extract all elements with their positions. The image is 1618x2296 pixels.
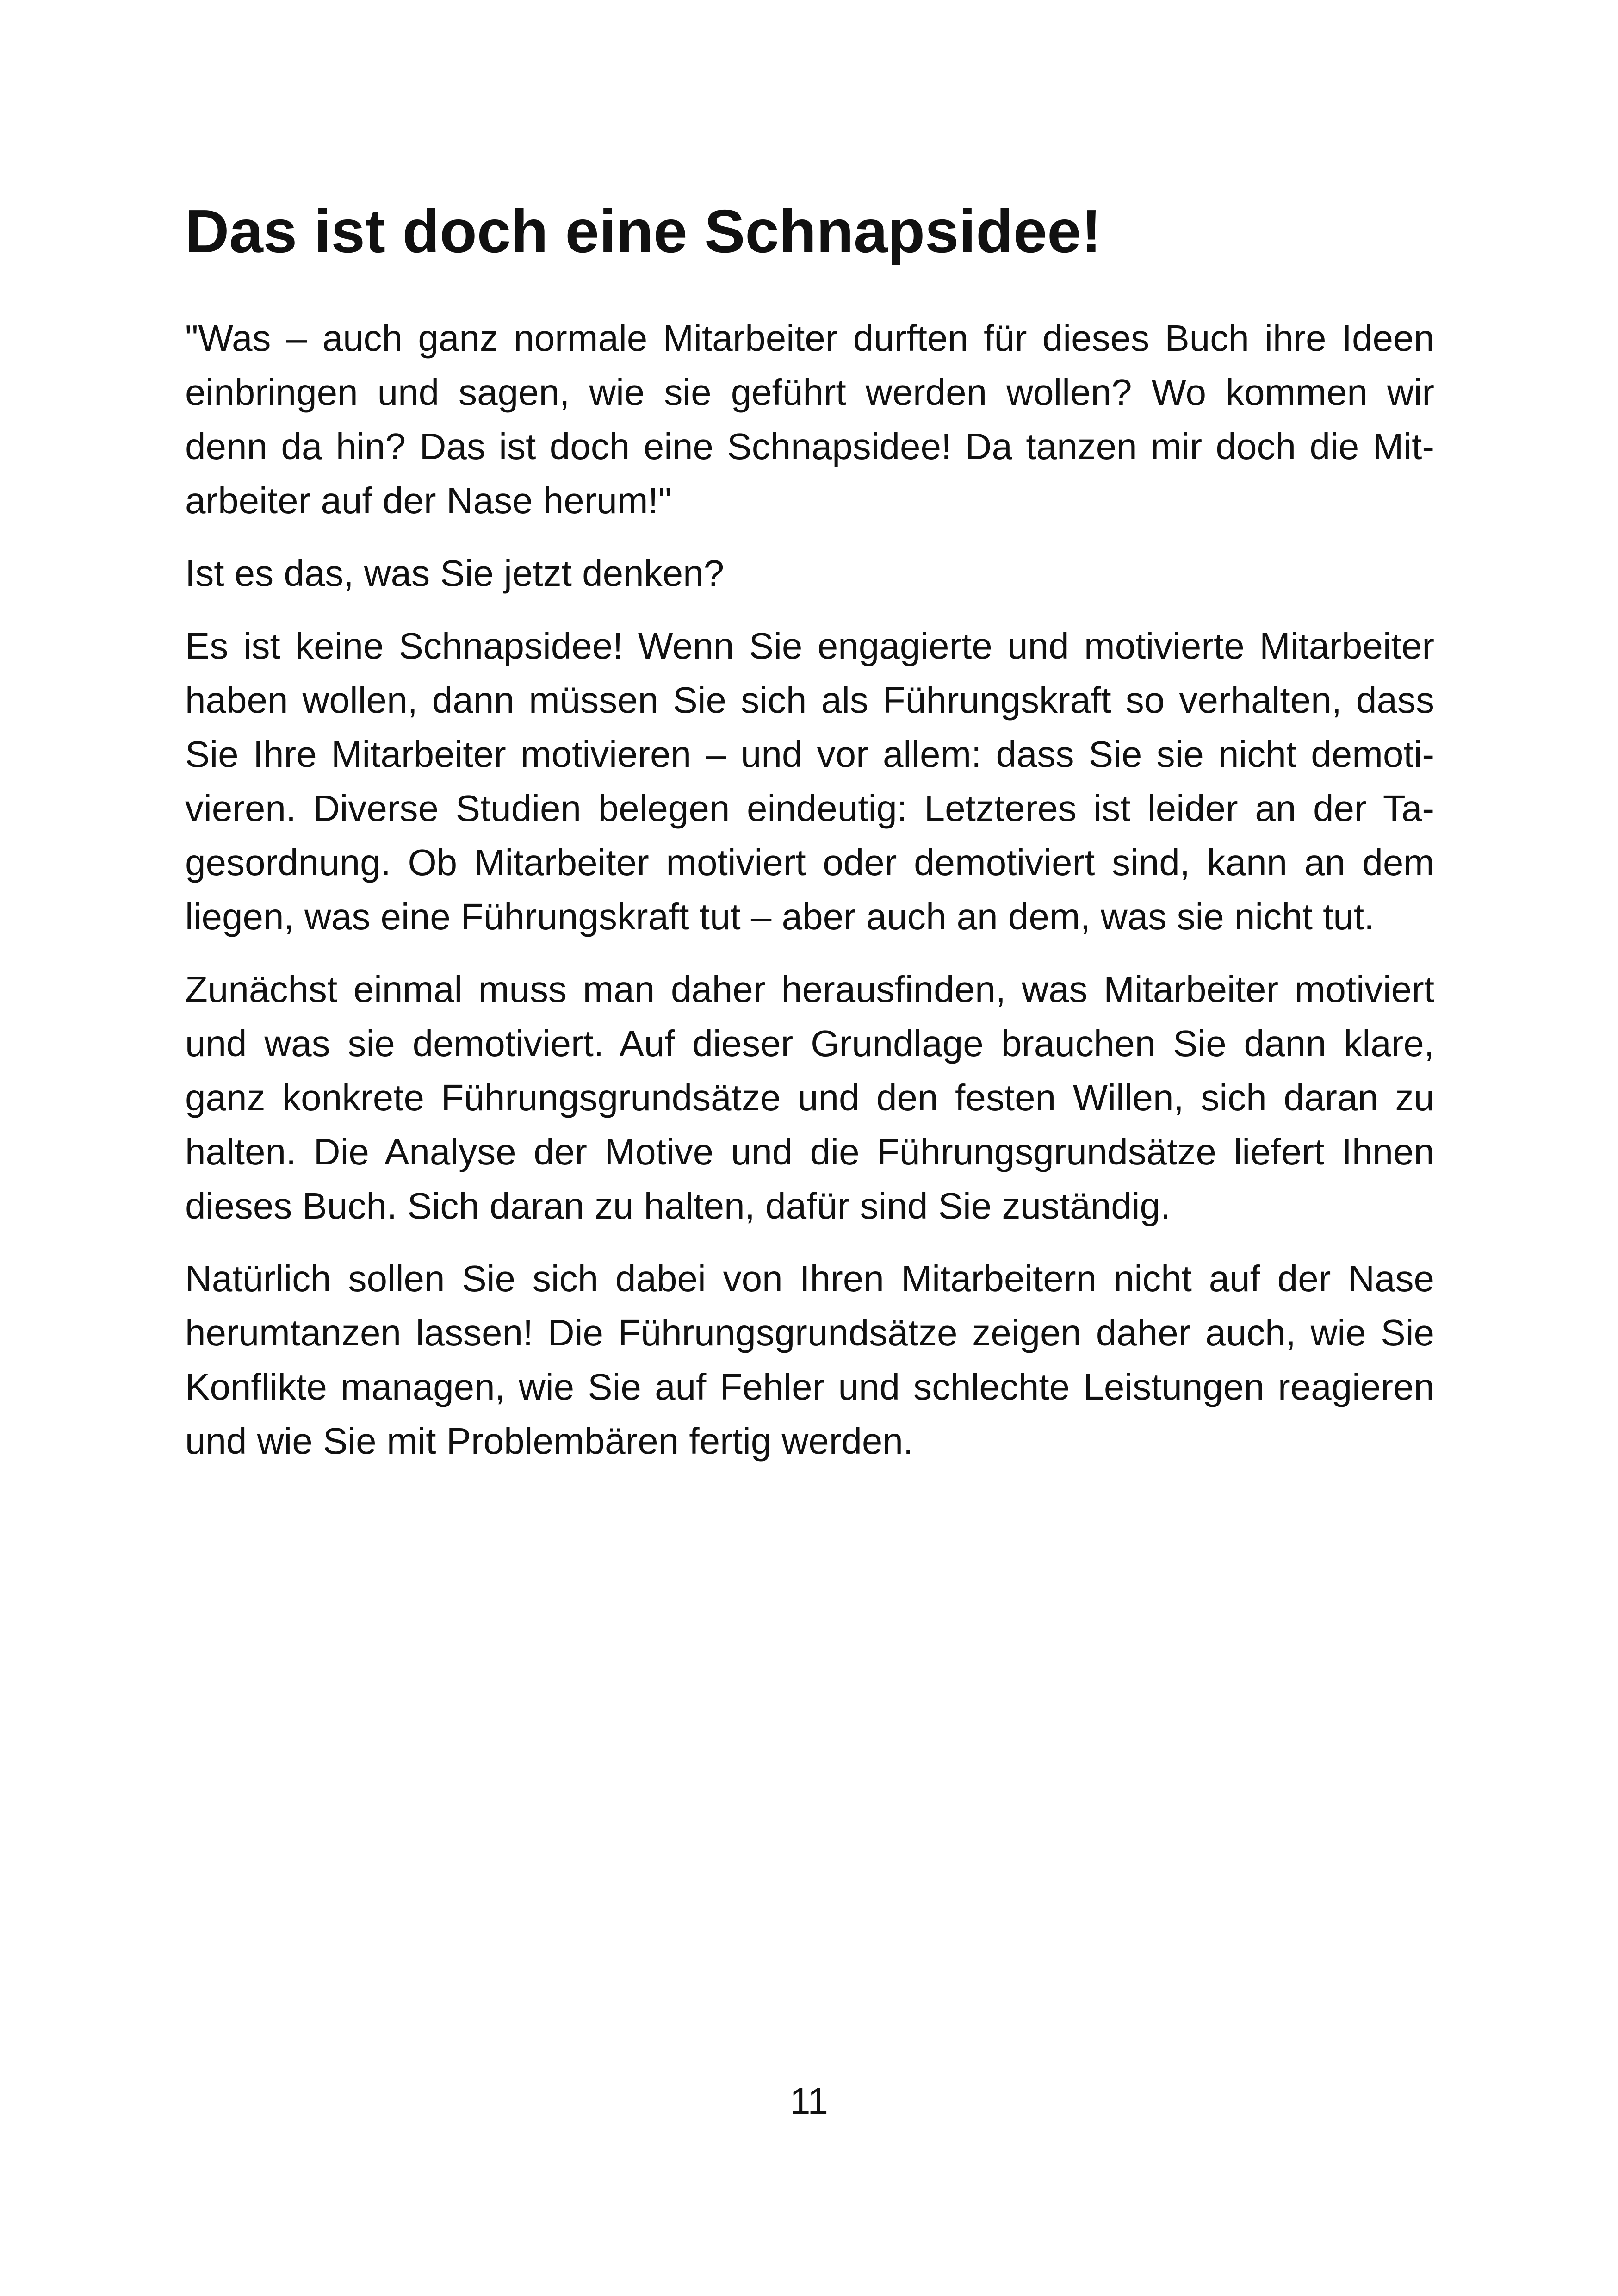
paragraph-conflicts: Natürlich sollen Sie sich dabei von Ihren Mitarbeitern nicht auf der Nase herumtanzen lassen! Die Führungsgrundsätze zeigen daher auch, wie Sie Konflikte managen, wie Sie auf Fehler und schlechte Leistungen reagieren und wie Sie mit Problembären fertig werden. [185,1258,1434,1462]
paragraph-principles: Zunächst einmal muss man daher herausfinden, was Mitarbeiter motiviert und was sie demotiviert. Auf dieser Grundlage brauchen Sie dann klare, ganz konkrete Führungsgrundsätze und den festen Willen, sich daran zu halten. Die Analyse der Motive und die Führungsgrundsätze liefert Ihnen dieses Buch. Sich daran zu halten, dafür sind Sie zuständig. [185,969,1434,1226]
page-title: Das ist doch eine Schnapsidee! [185,197,1102,265]
paragraph-question: Ist es das, was Sie jetzt denken? [185,553,725,594]
paragraph-quote: "Was – auch ganz normale Mitarbeiter durften für dieses Buch ihre Ideen einbringen und sagen, wie sie geführt werden wollen? Wo kommen wir denn da hin? Das ist doch eine Schnapsidee! Da tanzen mir doch die Mitarbeiter auf der Nase herum!" [185,317,1434,521]
paragraph-motivation: Es ist keine Schnapsidee! Wenn Sie engagierte und motivierte Mitarbeiter haben wollen, dann müssen Sie sich als Führungskraft so verhalten, dass Sie Ihre Mitarbeiter motivieren – und vor allem: dass Sie sie nicht demotivieren. Diverse Studien belegen eindeutig: Letzteres ist leider an der Tagesordnung. Ob Mitarbeiter motiviert oder demotiviert sind, kann an dem liegen, was eine Führungskraft tut – aber auch an dem, was sie nicht tut. [185,625,1434,937]
page-number: 11 [789,2080,829,2122]
page-content [185,194,1434,1468]
